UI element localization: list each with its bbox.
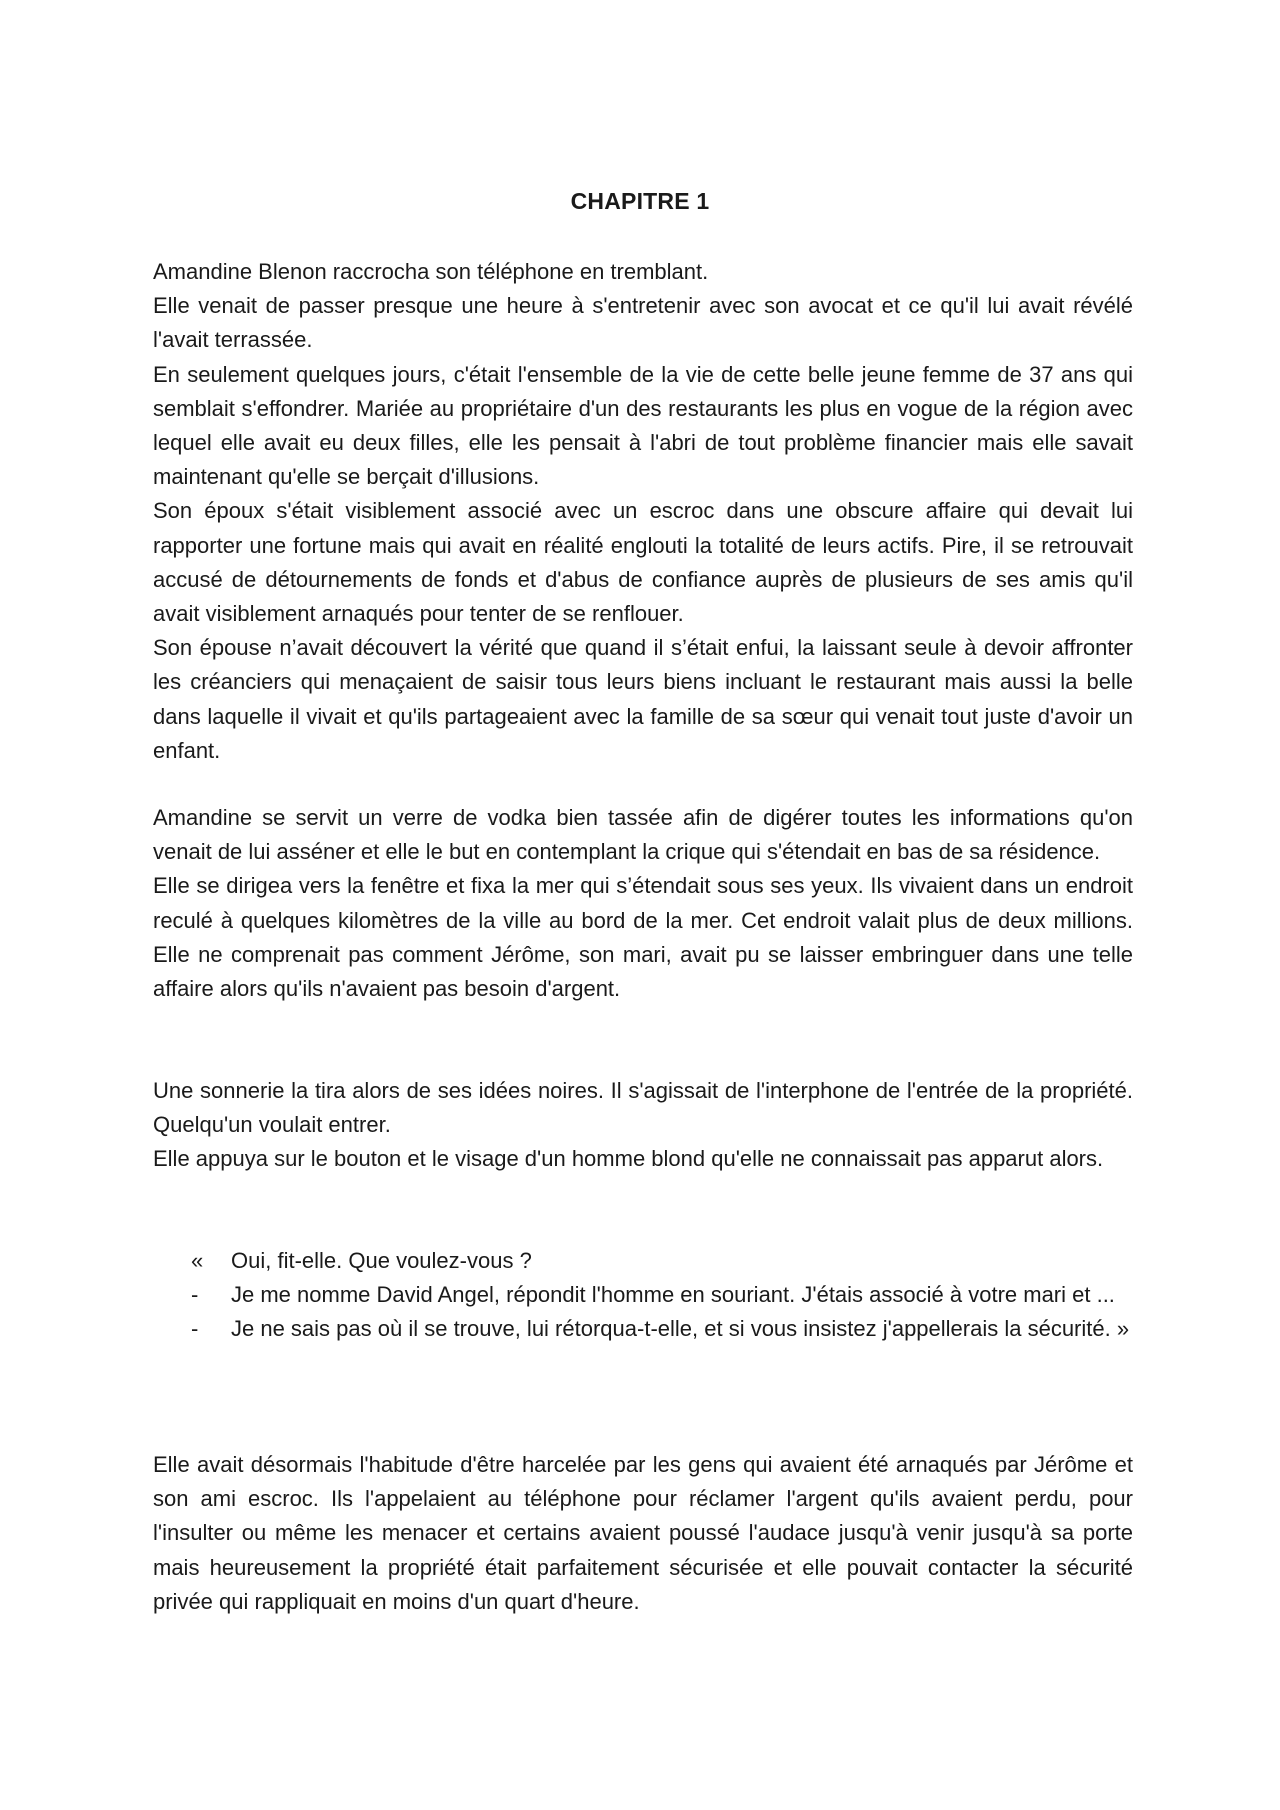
- paragraph: Elle appuya sur le bouton et le visage d'un homme blond qu'elle ne connaissait pas apparut alors.: [153, 1146, 1104, 1172]
- dialogue-text: Oui, fit-elle. Que voulez-vous ?: [231, 1248, 532, 1273]
- dialogue-marker: -: [191, 1282, 199, 1308]
- text-section-opening: [153, 255, 1133, 768]
- dialogue-line: [153, 1244, 1133, 1278]
- text-section-harassment: [153, 1448, 1133, 1619]
- paragraph: Une sonnerie la tira alors de ses idées noires. Il s'agissait de l'interphone de l'entrée de la propriété. Quelqu'un voulait entrer.: [153, 1078, 1133, 1138]
- dialogue-line: [153, 1278, 1133, 1312]
- paragraph: Amandine Blenon raccrocha son téléphone en tremblant.: [153, 259, 709, 284]
- paragraph: Elle se dirigea vers la fenêtre et fixa la mer qui s’étendait sous ses yeux. Ils vivaient dans un endroit reculé à quelques kilomètres de la ville au bord de la mer. Cet endroit valait plus de deux millions. Elle ne comprenait pas comment Jérôme, son mari, avait pu se laisser embringuer dans une telle affaire alors qu'ils n'avaient pas besoin d'argent.: [153, 873, 1133, 1002]
- paragraph: Son époux s'était visiblement associé avec un escroc dans une obscure affaire qui devait lui rapporter une fortune mais qui avait en réalité englouti la totalité de leurs actifs. Pire, il se retrouvait accusé de détournements de fonds et d'abus de confiance auprès de plusieurs de ses amis qu'il avait visiblement arnaqués pour tenter de se renflouer.: [153, 498, 1133, 627]
- paragraph: Amandine se servit un verre de vodka bien tassée afin de digérer toutes les informations qu'on venait de lui asséner et elle le but en contemplant la crique qui s'étendait en bas de sa résidence.: [153, 805, 1133, 865]
- text-section-vodka: [153, 801, 1133, 1006]
- dialogue-text: Je ne sais pas où il se trouve, lui rétorqua-t-elle, et si vous insistez j'appellerais la sécurité. »: [231, 1316, 1130, 1342]
- paragraph: Elle venait de passer presque une heure à s'entretenir avec son avocat et ce qu'il lui avait révélé l'avait terrassée.: [153, 293, 1133, 353]
- dialogue-marker: «: [191, 1248, 204, 1273]
- paragraph: Elle avait désormais l'habitude d'être harcelée par les gens qui avaient été arnaqués par Jérôme et son ami escroc. Ils l'appelaient au téléphone pour réclamer l'argent qu'ils avaient perdu, pour l'insulter ou même les menacer et certains avaient poussé l'audace jusqu'à venir jusqu'à sa porte mais heureusement la propriété était parfaitement sécurisée et elle pouvait contacter la sécurité privée qui rappliquait en moins d'un quart d'heure.: [153, 1452, 1133, 1614]
- chapter-title: CHAPITRE 1: [570, 188, 710, 214]
- paragraph: En seulement quelques jours, c'était l'ensemble de la vie de cette belle jeune femme de 37 ans qui semblait s'effondrer. Mariée au propriétaire d'un des restaurants les plus en vogue de la région avec lequel elle avait eu deux filles, elle les pensait à l'abri de tout problème financier mais elle savait maintenant qu'elle se berçait d'illusions.: [153, 361, 1133, 490]
- dialogue-marker: -: [191, 1316, 199, 1342]
- paragraph: Son épouse n’avait découvert la vérité que quand il s’était enfui, la laissant seule à devoir affronter les créanciers qui menaçaient de saisir tous leurs biens incluant le restaurant mais aussi la belle dans laquelle il vivait et qu'ils partageaient avec la famille de sa sœur qui venait tout juste d'avoir un enfant.: [153, 635, 1133, 763]
- dialogue-text: Je me nomme David Angel, répondit l'homme en souriant. J'étais associé à votre mari et ...: [231, 1282, 1115, 1308]
- dialogue-list: [153, 1244, 1133, 1347]
- text-section-intercom: [153, 1074, 1133, 1177]
- dialogue-line: [153, 1312, 1133, 1346]
